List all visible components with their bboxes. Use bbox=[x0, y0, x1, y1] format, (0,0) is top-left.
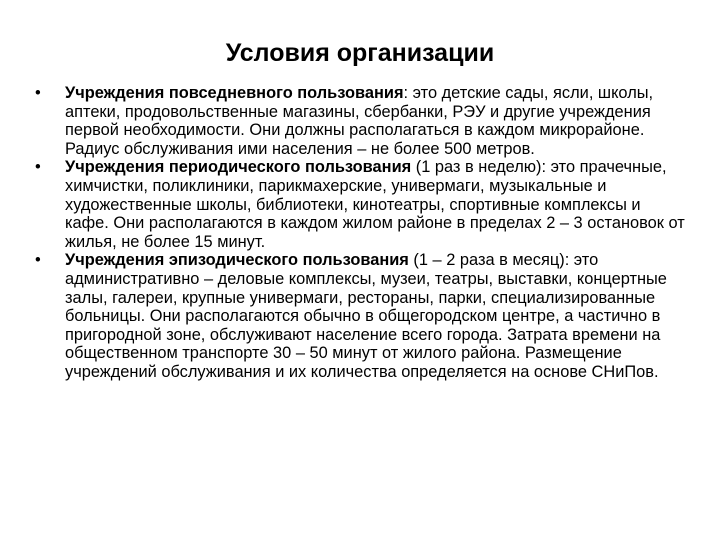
bullet-heading: Учреждения эпизодического пользования bbox=[65, 251, 409, 270]
bullet-text: : это детские сады, ясли, школы, аптеки, продовольственные магазины, сбербанки, РЭУ и другие учреждения первой необходимости. Они должны располагаться в каждом микрорайоне. Радиус обслуживания ими населения – не более 500 метров. bbox=[65, 84, 654, 158]
list-item-daily-use bbox=[35, 84, 687, 158]
bullet-heading: Учреждения повседневного пользования bbox=[65, 84, 404, 102]
list-item-periodic-use bbox=[35, 158, 687, 251]
bullet-text: (1 – 2 раза в месяц): это административно – деловые комплексы, музеи, театры, выставки, концертные залы, галереи, крупные универмаги, рестораны, парки, специализированные больницы. Они располагаются обычно в общегородском центре, а частично в пригородной зоне, обслуживают население всего города. Затрата времени на общественном транспорте 30 – 50 минут от жилого района. Размещение учреждений обслуживания и их количества определяется на основе СНиПов. bbox=[65, 251, 667, 381]
slide-title: Условия организации bbox=[225, 39, 495, 67]
bullet-icon: • bbox=[35, 158, 41, 177]
bullet-icon: • bbox=[35, 84, 41, 102]
bullet-icon: • bbox=[35, 251, 41, 270]
bullet-list bbox=[35, 84, 687, 382]
bullet-heading: Учреждения периодического пользования bbox=[65, 158, 412, 177]
list-item-episodic-use bbox=[35, 251, 687, 381]
bullet-text: (1 раз в неделю): это прачечные, химчистки, поликлиники, парикмахерские, универмаги, музыкальные и художественные школы, библиотеки, кинотеатры, спортивные комплексы и кафе. Они располагаются в каждом жилом районе в пределах 2 – 3 остановок от жилья, не более 15 минут. bbox=[65, 158, 685, 251]
